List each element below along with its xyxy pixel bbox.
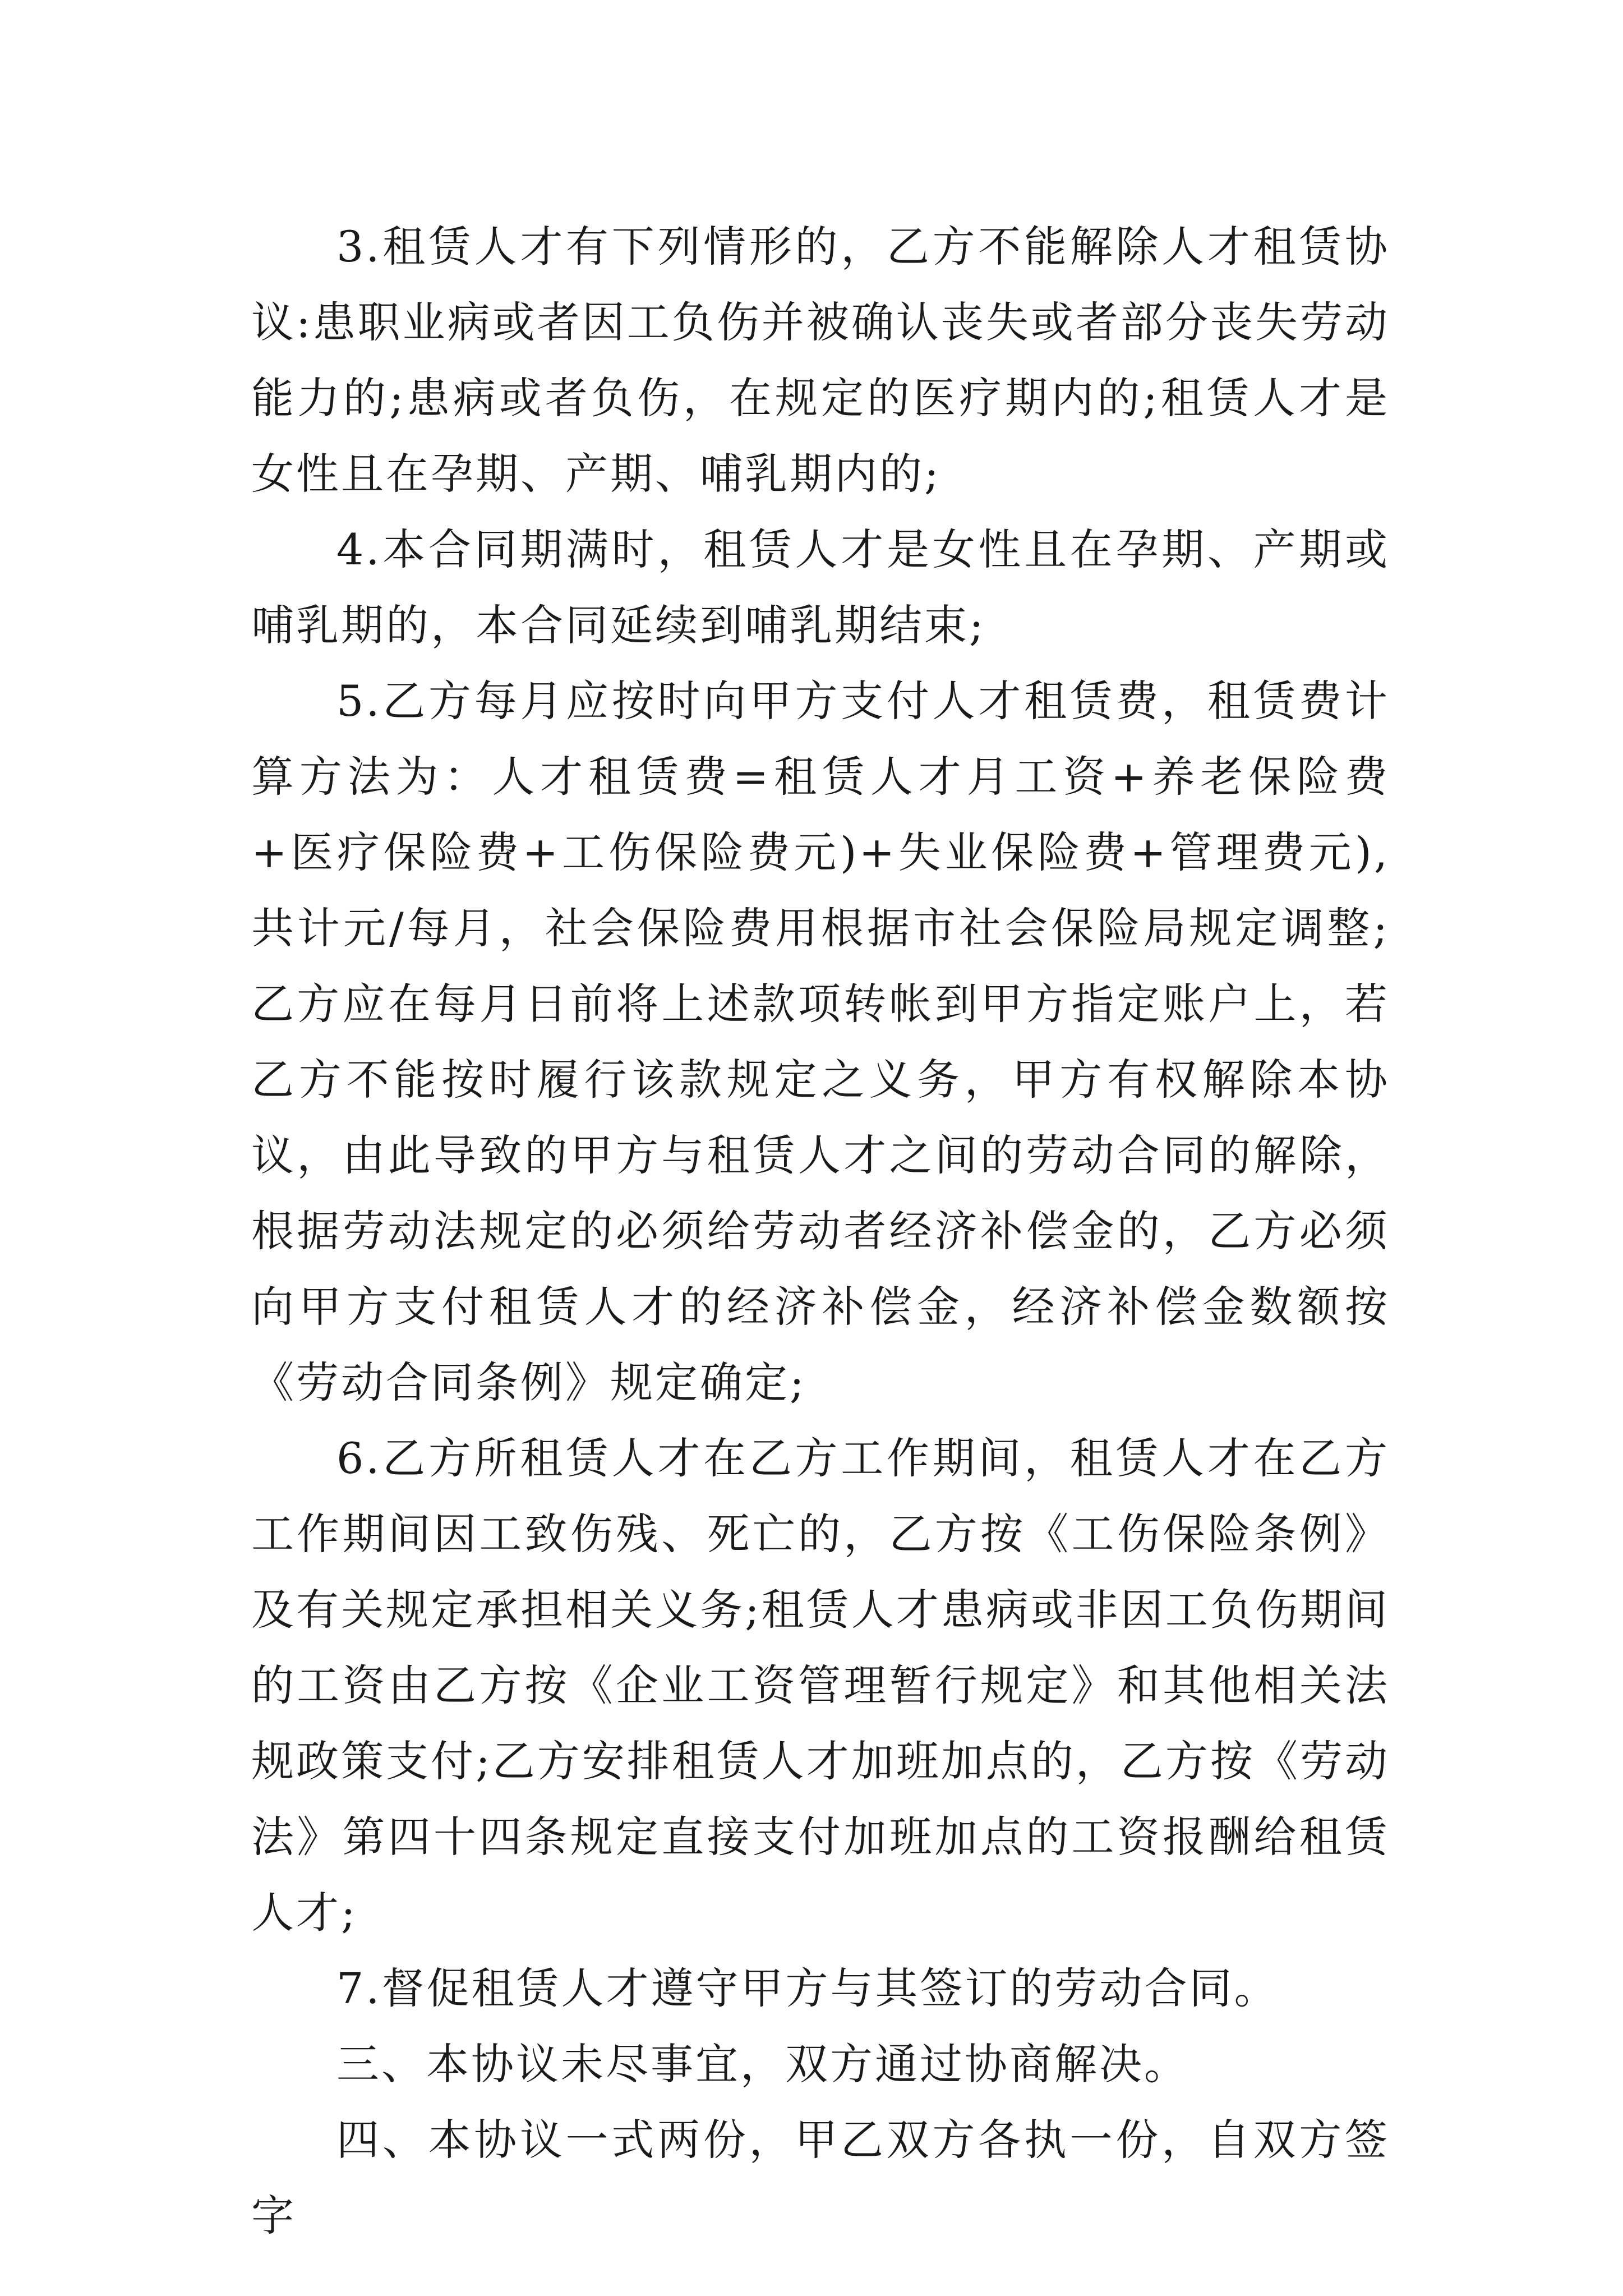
paragraph-clause-7: 7.督促租赁人才遵守甲方与其签订的劳动合同。 [336,1963,1279,2013]
paragraph-clause-3: 3.租赁人才有下列情形的，乙方不能解除人才租赁协议:患职业病或者因工负伤并被确认丧失或者部分丧失劳动能力的;患病或者负伤，在规定的医疗期内的;租赁人才是女性且在孕期、产期、哺乳期内的; [251,222,1390,499]
document-body [251,209,1390,2253]
paragraph-section-4: 四、本协议一式两份，甲乙双方各执一份，自双方签字 [251,2115,1390,2240]
paragraph-clause-4: 4.本合同期满时，租赁人才是女性且在孕期、产期或哺乳期的，本合同延续到哺乳期结束; [251,524,1390,650]
paragraph-clause-5: 5.乙方每月应按时向甲方支付人才租赁费，租赁费计算方法为：人才租赁费=租赁人才月工资+养老保险费+医疗保险费+工伤保险费元)+失业保险费+管理费元),共计元/每月，社会保险费用根据市社会保险局规定调整;乙方应在每月日前将上述款项转帐到甲方指定账户上，若乙方不能按时履行该款规定之义务，甲方有权解除本协议，由此导致的甲方与租赁人才之间的劳动合同的解除，根据劳动法规定的必须给劳动者经济补偿金的，乙方必须向甲方支付租赁人才的经济补偿金，经济补偿金数额按《劳动合同条例》规定确定; [251,676,1390,1407]
paragraph-clause-6: 6.乙方所租赁人才在乙方工作期间，租赁人才在乙方工作期间因工致伤残、死亡的，乙方按《工伤保险条例》及有关规定承担相关义务;租赁人才患病或非因工负伤期间的工资由乙方按《企业工资管理暂行规定》和其他相关法规政策支付;乙方安排租赁人才加班加点的，乙方按《劳动法》第四十四条规定直接支付加班加点的工资报酬给租赁人才; [251,1433,1390,1938]
paragraph-section-3: 三、本协议未尽事宜，双方通过协商解决。 [336,2039,1189,2089]
